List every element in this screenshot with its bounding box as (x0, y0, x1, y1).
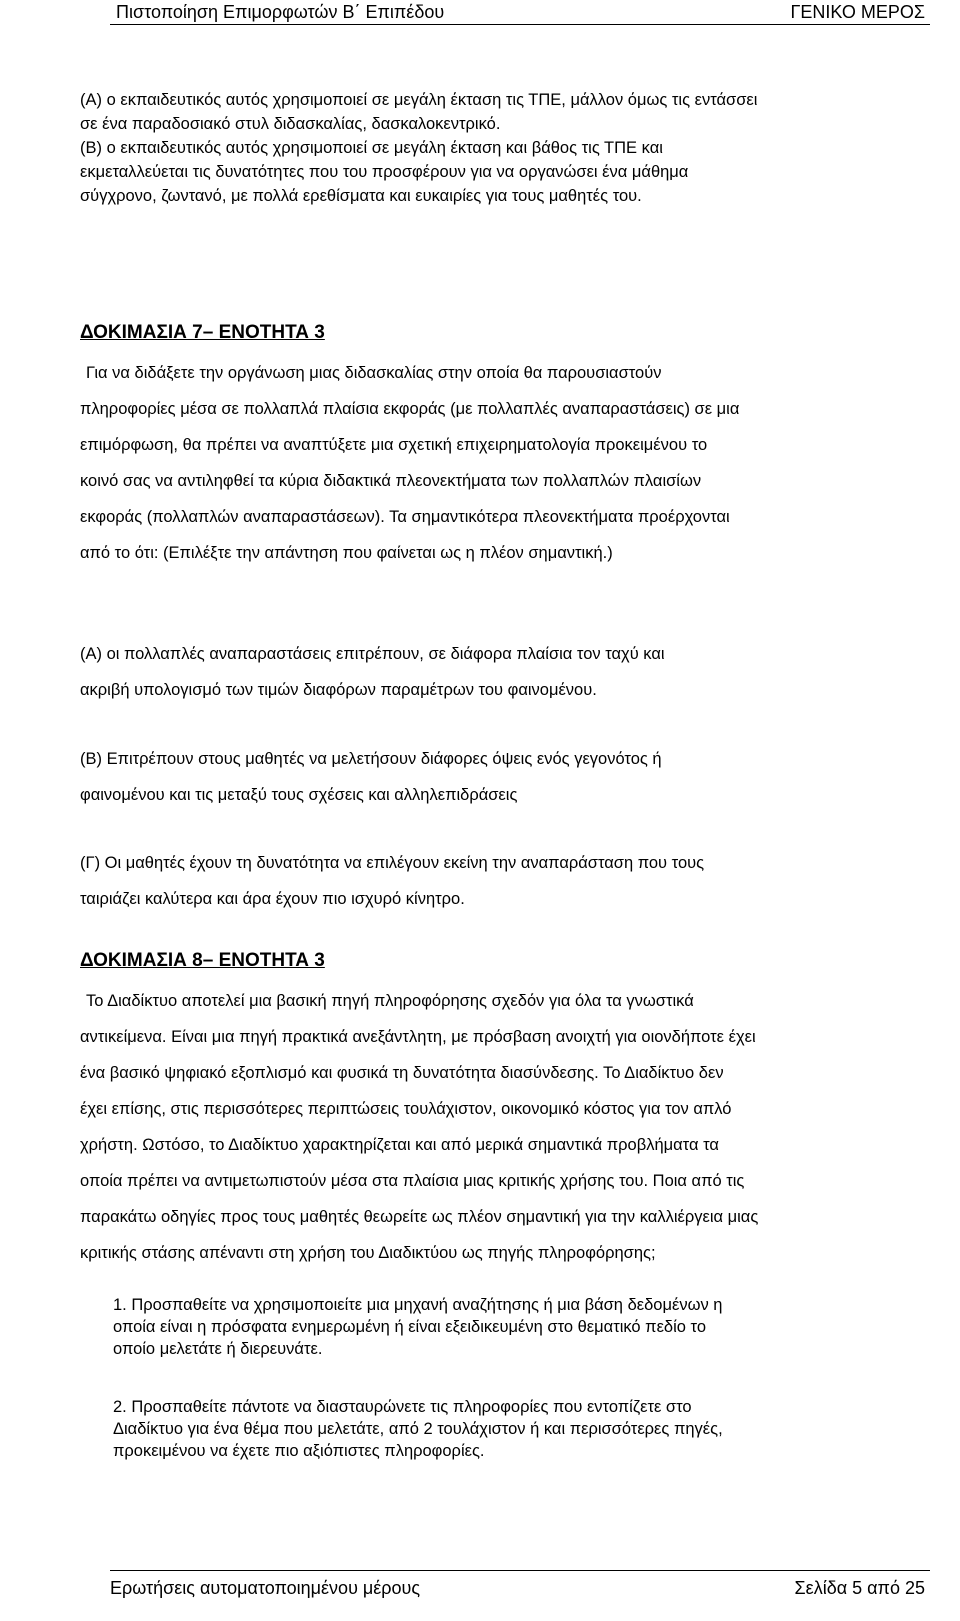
option-line: (Β) Επιτρέπουν στους μαθητές να μελετήσουν διάφορες όψεις ενός γεγονότος ή (80, 750, 662, 768)
option-line: (Α) οι πολλαπλές αναπαραστάσεις επιτρέπουν, σε διάφορα πλαίσια τον ταχύ και (80, 645, 665, 663)
question-line: παρακάτω οδηγίες προς τους μαθητές θεωρείτε ως πλέον σημαντική για την καλλιέργεια μιας (80, 1208, 759, 1226)
test8-heading: ΔΟΚΙΜΑΣΙΑ 8– ΕΝΟΤΗΤΑ 3 (80, 950, 325, 971)
footer-divider (110, 1570, 930, 1571)
option-a-line: (Α) ο εκπαιδευτικός αυτός χρησιμοποιεί σε μεγάλη έκταση τις ΤΠΕ, μάλλον όμως τις εντάσσει (80, 91, 758, 109)
question-line: έχει επίσης, στις περισσότερες περιπτώσεις τουλάχιστον, οικονομικό κόστος για τον απλό (80, 1100, 732, 1118)
test7-question-text (80, 355, 930, 571)
previous-question-options (80, 88, 930, 208)
question-line: από το ότι: (Επιλέξτε την απάντηση που φαίνεται ως η πλέον σημαντική.) (80, 544, 613, 562)
question-line: εκφοράς (πολλαπλών αναπαραστάσεων). Τα σημαντικότερα πλεονεκτήματα προέρχονται (80, 508, 730, 526)
question-line: οποία πρέπει να αντιμετωπιστούν μέσα στα πλαίσια μιας κριτικής χρήσης του. Ποια από τις (80, 1172, 745, 1190)
list-item-line: 2. Προσπαθείτε πάντοτε να διασταυρώνετε τις πληροφορίες που εντοπίζετε στο (113, 1398, 692, 1416)
test8-question-text (80, 983, 930, 1271)
test7-heading: ΔΟΚΙΜΑΣΙΑ 7– ΕΝΟΤΗΤΑ 3 (80, 322, 325, 343)
footer-section-label: Ερωτήσεις αυτοματοποιημένου μέρους (110, 1578, 421, 1598)
question-line: κοινό σας να αντιληφθεί τα κύρια διδακτικά πλεονεκτήματα των πολλαπλών πλαισίων (80, 472, 702, 490)
option-line: ακριβή υπολογισμό των τιμών διαφόρων παραμέτρων του φαινομένου. (80, 681, 597, 699)
question-line: κριτικής στάσης απέναντι στη χρήση του Διαδικτύου ως πηγής πληροφόρησης; (80, 1244, 656, 1262)
question-line: Το Διαδίκτυο αποτελεί μια βασική πηγή πληροφόρησης σχεδόν για όλα τα γνωστικά (86, 992, 694, 1010)
header-divider (110, 24, 930, 25)
test8-item-2 (113, 1396, 903, 1462)
list-item-line: 1. Προσπαθείτε να χρησιμοποιείτε μια μηχανή αναζήτησης ή μια βάση δεδομένων η (113, 1296, 723, 1314)
question-line: χρήστη. Ωστόσο, το Διαδίκτυο χαρακτηρίζεται και από μερικά σημαντικά προβλήματα τα (80, 1136, 719, 1154)
test7-option-b (80, 741, 930, 813)
test7-option-c (80, 845, 930, 917)
test8-item-1 (113, 1294, 903, 1360)
option-line: ταιριάζει καλύτερα και άρα έχουν πιο ισχυρό κίνητρο. (80, 890, 465, 908)
header-course-title: Πιστοποίηση Επιμορφωτών Β΄ Επιπέδου (116, 2, 445, 22)
list-item-line: προκειμένου να έχετε πιο αξιόπιστες πληροφορίες. (113, 1442, 485, 1460)
option-b-line: (Β) ο εκπαιδευτικός αυτός χρησιμοποιεί σε μεγάλη έκταση και βάθος τις ΤΠΕ και (80, 139, 663, 157)
option-line: (Γ) Οι μαθητές έχουν τη δυνατότητα να επιλέγουν εκείνη την αναπαράσταση που τους (80, 854, 705, 872)
option-a-line: σε ένα παραδοσιακό στυλ διδασκαλίας, δασκαλοκεντρικό. (80, 115, 501, 133)
list-item-line: οποία είναι η πρόσφατα ενημερωμένη ή είναι εξειδικευμένη στο θεματικό πεδίο το (113, 1318, 706, 1336)
page-footer (0, 1570, 960, 1610)
test7-option-a (80, 636, 930, 708)
question-line: αντικείμενα. Είναι μια πηγή πρακτικά ανεξάντλητη, με πρόσβαση ανοιχτή για οιονδήποτε έχει (80, 1028, 756, 1046)
option-b-line: εκμεταλλεύεται τις δυνατότητες που του προσφέρουν για να οργανώσει ένα μάθημα (80, 163, 689, 181)
list-item-line: οποίο μελετάτε ή διερευνάτε. (113, 1340, 323, 1358)
question-line: Για να διδάξετε την οργάνωση μιας διδασκαλίας στην οποία θα παρουσιαστούν (86, 364, 662, 382)
page-header (0, 0, 960, 24)
question-line: πληροφορίες μέσα σε πολλαπλά πλαίσια εκφοράς (με πολλαπλές αναπαραστάσεις) σε μια (80, 400, 740, 418)
option-b-line: σύγχρονο, ζωντανό, με πολλά ερεθίσματα και ευκαιρίες για τους μαθητές του. (80, 187, 642, 205)
question-line: ένα βασικό ψηφιακό εξοπλισμό και φυσικά τη δυνατότητα διασύνδεσης. Το Διαδίκτυο δεν (80, 1064, 724, 1082)
header-section-title: ΓΕΝΙΚΟ ΜΕΡΟΣ (790, 2, 925, 22)
page-number: Σελίδα 5 από 25 (794, 1578, 925, 1598)
option-line: φαινομένου και τις μεταξύ τους σχέσεις και αλληλεπιδράσεις (80, 786, 518, 804)
question-line: επιμόρφωση, θα πρέπει να αναπτύξετε μια σχετική επιχειρηματολογία προκειμένου το (80, 436, 708, 454)
list-item-line: Διαδίκτυο για ένα θέμα που μελετάτε, από 2 τουλάχιστον ή και περισσότερες πηγές, (113, 1420, 723, 1438)
